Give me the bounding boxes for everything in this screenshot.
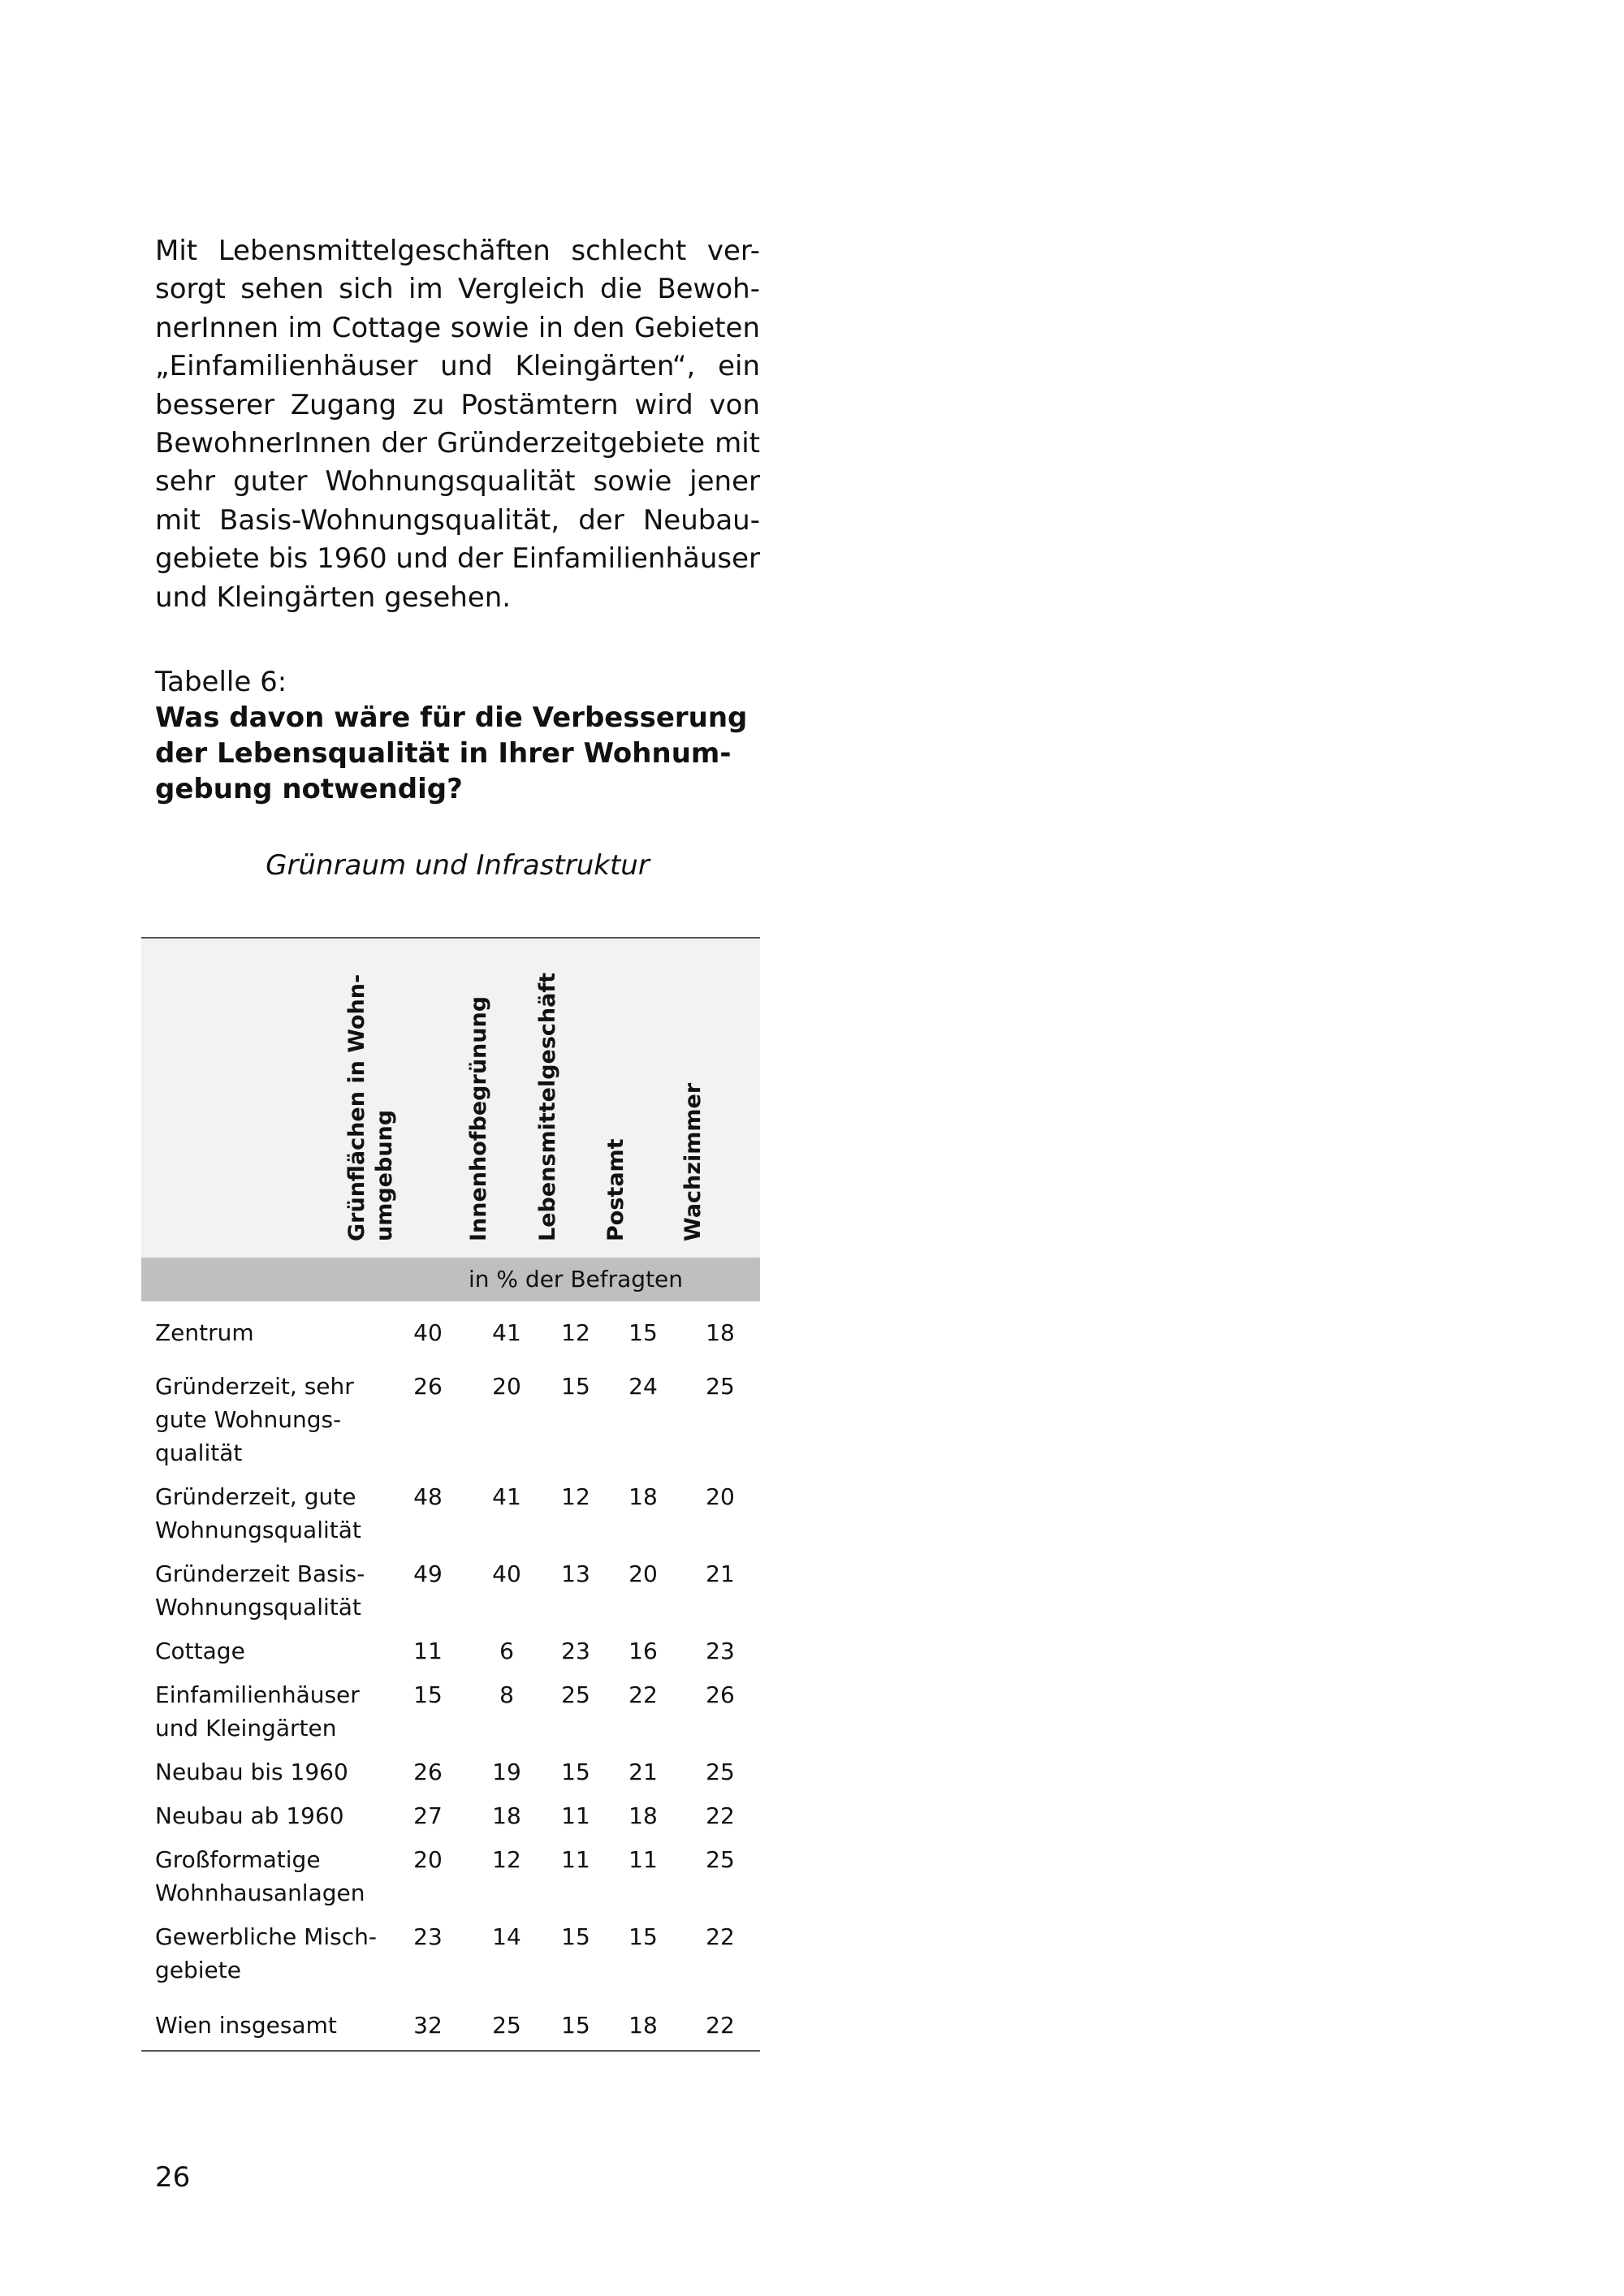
cell-value: 11 (561, 1846, 590, 1873)
cell-value: 16 (628, 1638, 658, 1664)
paragraph-line: Mit Lebensmittelgeschäften schlecht ver- (155, 235, 760, 267)
cell-value: 21 (706, 1560, 735, 1587)
cell-value: 11 (561, 1802, 590, 1829)
cell-value: 26 (413, 1373, 443, 1400)
row-label-line: Großformatige (155, 1846, 321, 1873)
cell-value: 20 (492, 1373, 521, 1400)
table-row (141, 1557, 760, 1624)
row-label-line: qualität (155, 1439, 243, 1466)
row-label-line: Zentrum (155, 1319, 254, 1346)
cell-value: 15 (561, 1923, 590, 1950)
table-row (141, 1634, 760, 1668)
cell-value: 18 (492, 1802, 521, 1829)
paragraph-line: sorgt sehen sich im Vergleich die Bewoh- (155, 273, 760, 306)
cell-value: 25 (561, 1681, 590, 1708)
row-label-line: Einfamilienhäuser (155, 1681, 360, 1708)
unit-label: in % der Befragten (469, 1266, 684, 1293)
row-label-line: und Kleingärten (155, 1715, 337, 1741)
row-label-line: Gewerbliche Misch- (155, 1923, 377, 1950)
cell-value: 41 (492, 1483, 521, 1510)
cell-value: 18 (628, 1802, 658, 1829)
paragraph-line: BewohnerInnen der Gründerzeitgebiete mit (155, 427, 760, 460)
row-label-line: Gründerzeit, sehr (155, 1373, 354, 1400)
cell-value: 13 (561, 1560, 590, 1587)
cell-value: 21 (628, 1759, 658, 1785)
table-title (155, 700, 760, 807)
cell-value: 12 (561, 1319, 590, 1346)
table-title-line: Was davon wäre für die Verbesserung (155, 701, 748, 734)
table-subtitle: Grünraum und Infrastruktur (266, 849, 650, 882)
row-label (155, 1480, 374, 1547)
cell-value: 40 (413, 1319, 443, 1346)
cell-value: 15 (628, 1923, 658, 1950)
row-label (155, 1843, 374, 1910)
cell-value: 40 (492, 1560, 521, 1587)
row-label-line: Wohnhausanlagen (155, 1880, 365, 1906)
paragraph-line: mit Basis-Wohnungsqualität, der Neubau- (155, 503, 760, 537)
cell-value: 24 (628, 1373, 658, 1400)
cell-value: 18 (706, 1319, 735, 1346)
cell-value: 15 (561, 1373, 590, 1400)
column-header-line: umgebung (372, 1109, 397, 1241)
cell-value: 11 (413, 1638, 443, 1664)
table-bottom-rule (141, 2050, 760, 2052)
column-header-line: Grünflächen in Wohn- (344, 973, 369, 1241)
cell-value: 15 (561, 1759, 590, 1785)
cell-value: 23 (706, 1638, 735, 1664)
cell-value: 15 (413, 1681, 443, 1708)
row-label-line: Neubau bis 1960 (155, 1759, 348, 1785)
cell-value: 19 (492, 1759, 521, 1785)
paragraph-line: „Einfamilienhäuser und Kleingärten“, ein (155, 350, 760, 383)
table-label: Tabelle 6: (155, 666, 287, 698)
cell-value: 23 (413, 1923, 443, 1950)
table-title-line: der Lebensqualität in Ihrer Wohnum- (155, 737, 732, 770)
cell-value: 18 (628, 2012, 658, 2039)
cell-value: 6 (499, 1638, 514, 1664)
cell-value: 22 (706, 2012, 735, 2039)
row-label-line: Wohnungsqualität (155, 1594, 361, 1621)
cell-value: 20 (628, 1560, 658, 1587)
cell-value: 26 (706, 1681, 735, 1708)
row-label-line: gute Wohnungs- (155, 1406, 342, 1433)
paragraph-line: sehr guter Wohnungsqualität sowie jener (155, 465, 760, 498)
table-row (141, 1678, 760, 1745)
row-label-line: Gründerzeit Basis- (155, 1560, 365, 1587)
table-row (141, 2009, 760, 2042)
table-header: Grünflächen in Wohn- umgebung Innenhofbegrünung Lebensmittelgeschäft Postamt Wachzimmer (141, 939, 760, 1258)
paragraph-line: gebiete bis 1960 und der Einfamilienhäuser (155, 542, 760, 576)
table-row (141, 1920, 760, 1987)
table-row (141, 1755, 760, 1789)
table-row (141, 1480, 760, 1547)
cell-value: 49 (413, 1560, 443, 1587)
row-label (155, 1678, 374, 1745)
unit-band (141, 1258, 760, 1301)
row-label (155, 1557, 374, 1624)
row-label (155, 1316, 374, 1349)
table-body (141, 1301, 760, 2050)
cell-value: 14 (492, 1923, 521, 1950)
table-title-line: gebung notwendig? (155, 773, 463, 805)
row-label (155, 2009, 374, 2042)
table-row (141, 1799, 760, 1832)
cell-value: 25 (706, 1373, 735, 1400)
cell-value: 22 (628, 1681, 658, 1708)
row-label (155, 1634, 374, 1668)
row-label-line: Wien insgesamt (155, 2012, 337, 2039)
row-label (155, 1799, 374, 1832)
page-number: 26 (155, 2161, 191, 2194)
row-label (155, 1920, 377, 1987)
cell-value: 11 (628, 1846, 658, 1873)
data-table (141, 937, 760, 2052)
row-label-line: Gründerzeit, gute (155, 1483, 356, 1510)
cell-value: 23 (561, 1638, 590, 1664)
cell-value: 41 (492, 1319, 521, 1346)
paragraph-line: nerInnen im Cottage sowie in den Gebieten (155, 311, 760, 344)
row-label (155, 1370, 374, 1470)
cell-value: 20 (413, 1846, 443, 1873)
row-label-line: gebiete (155, 1957, 241, 1983)
cell-value: 12 (561, 1483, 590, 1510)
table-row (141, 1316, 760, 1349)
cell-value: 25 (706, 1759, 735, 1785)
cell-value: 25 (706, 1846, 735, 1873)
cell-value: 25 (492, 2012, 521, 2039)
row-label-line: Wohnungsqualität (155, 1517, 361, 1543)
row-label-line: Neubau ab 1960 (155, 1802, 344, 1829)
table-row (141, 1370, 760, 1470)
body-paragraph (155, 232, 760, 617)
table-row (141, 1843, 760, 1910)
cell-value: 22 (706, 1802, 735, 1829)
cell-value: 15 (628, 1319, 658, 1346)
cell-value: 18 (628, 1483, 658, 1510)
cell-value: 26 (413, 1759, 443, 1785)
cell-value: 12 (492, 1846, 521, 1873)
paragraph-line: und Kleingärten gesehen. (155, 580, 512, 614)
cell-value: 32 (413, 2012, 443, 2039)
cell-value: 20 (706, 1483, 735, 1510)
cell-value: 22 (706, 1923, 735, 1950)
paragraph-line: besserer Zugang zu Postämtern wird von (155, 388, 760, 421)
row-label-line: Cottage (155, 1638, 245, 1664)
cell-value: 8 (499, 1681, 514, 1708)
cell-value: 27 (413, 1802, 443, 1829)
cell-value: 15 (561, 2012, 590, 2039)
cell-value: 48 (413, 1483, 443, 1510)
row-label (155, 1755, 374, 1789)
